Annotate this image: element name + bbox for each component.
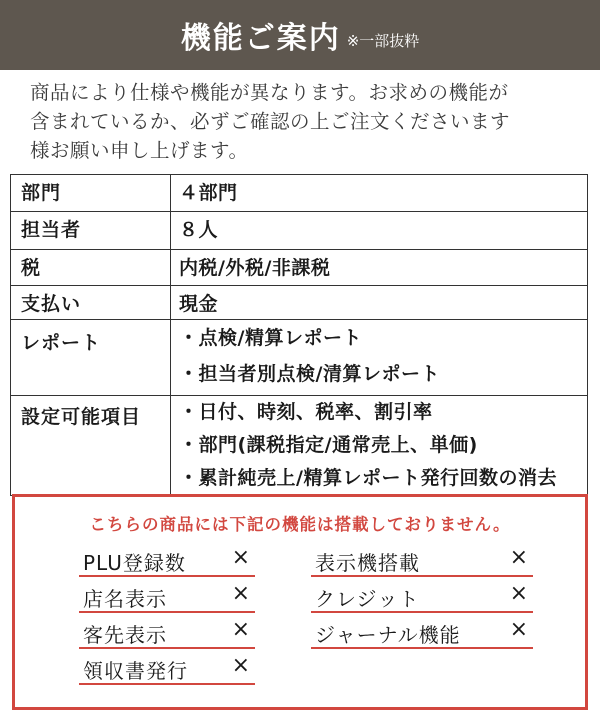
row-label: レポート [11, 320, 171, 396]
row-value: ４部門 [171, 175, 588, 212]
table-row [11, 212, 588, 250]
title-note: ※一部抜粋 [346, 31, 420, 50]
table-row [11, 250, 588, 286]
row-label: 担当者 [11, 212, 171, 250]
bullet-item: ・累計純売上/精算レポート発行回数の消去 [179, 467, 557, 489]
row-value [171, 396, 588, 496]
table-row [11, 396, 588, 496]
feature-item [79, 583, 255, 613]
table-row [11, 320, 588, 396]
bullet-item: ・日付、時刻、税率、割引率 [179, 401, 433, 423]
intro-line: 様お願い申し上げます。 [30, 139, 249, 162]
row-label: 税 [11, 250, 171, 286]
header-bar [0, 0, 600, 70]
feature-label: 客先表示 [83, 623, 167, 647]
intro-text [30, 78, 590, 165]
bullet-item: ・点検/精算レポート [179, 327, 362, 349]
cross-mark: × [509, 581, 529, 606]
table-row [11, 175, 588, 212]
cross-mark: × [231, 581, 251, 606]
bullet-item: ・担当者別点検/清算レポート [179, 363, 440, 385]
row-value: 内税/外税/非課税 [171, 250, 588, 286]
feature-item [79, 655, 255, 685]
row-value [171, 320, 588, 396]
cross-mark: × [231, 617, 251, 642]
feature-label: 表示機搭載 [315, 551, 420, 575]
bullet-item: ・部門(課税指定/通常売上、単価) [179, 434, 478, 456]
row-label: 支払い [11, 286, 171, 320]
feature-item [79, 547, 255, 577]
cross-mark: × [509, 545, 529, 570]
row-value: 現金 [171, 286, 588, 320]
feature-item [311, 547, 533, 577]
intro-line: 含まれているか、必ずご確認の上ご注文くださいます [30, 110, 511, 133]
feature-item [311, 619, 533, 649]
feature-label: クレジット [315, 587, 420, 611]
unsupported-features-box [12, 494, 588, 710]
feature-label: PLU登録数 [83, 551, 186, 575]
cross-mark: × [231, 653, 251, 678]
row-label: 設定可能項目 [11, 396, 171, 496]
cross-mark: × [231, 545, 251, 570]
feature-label: 領収書発行 [83, 659, 188, 683]
feature-item [311, 583, 533, 613]
table-row [11, 286, 588, 320]
intro-line: 商品により仕様や機能が異なります。お求めの機能が [30, 81, 509, 104]
page-title: 機能ご案内 [180, 21, 341, 56]
spec-table [10, 174, 588, 496]
row-label: 部門 [11, 175, 171, 212]
feature-label: 店名表示 [83, 587, 167, 611]
feature-label: ジャーナル機能 [315, 623, 461, 647]
cross-mark: × [509, 617, 529, 642]
feature-item [79, 619, 255, 649]
unsupported-heading: こちらの商品には下記の機能は搭載しておりません。 [89, 515, 511, 534]
row-value: ８人 [171, 212, 588, 250]
